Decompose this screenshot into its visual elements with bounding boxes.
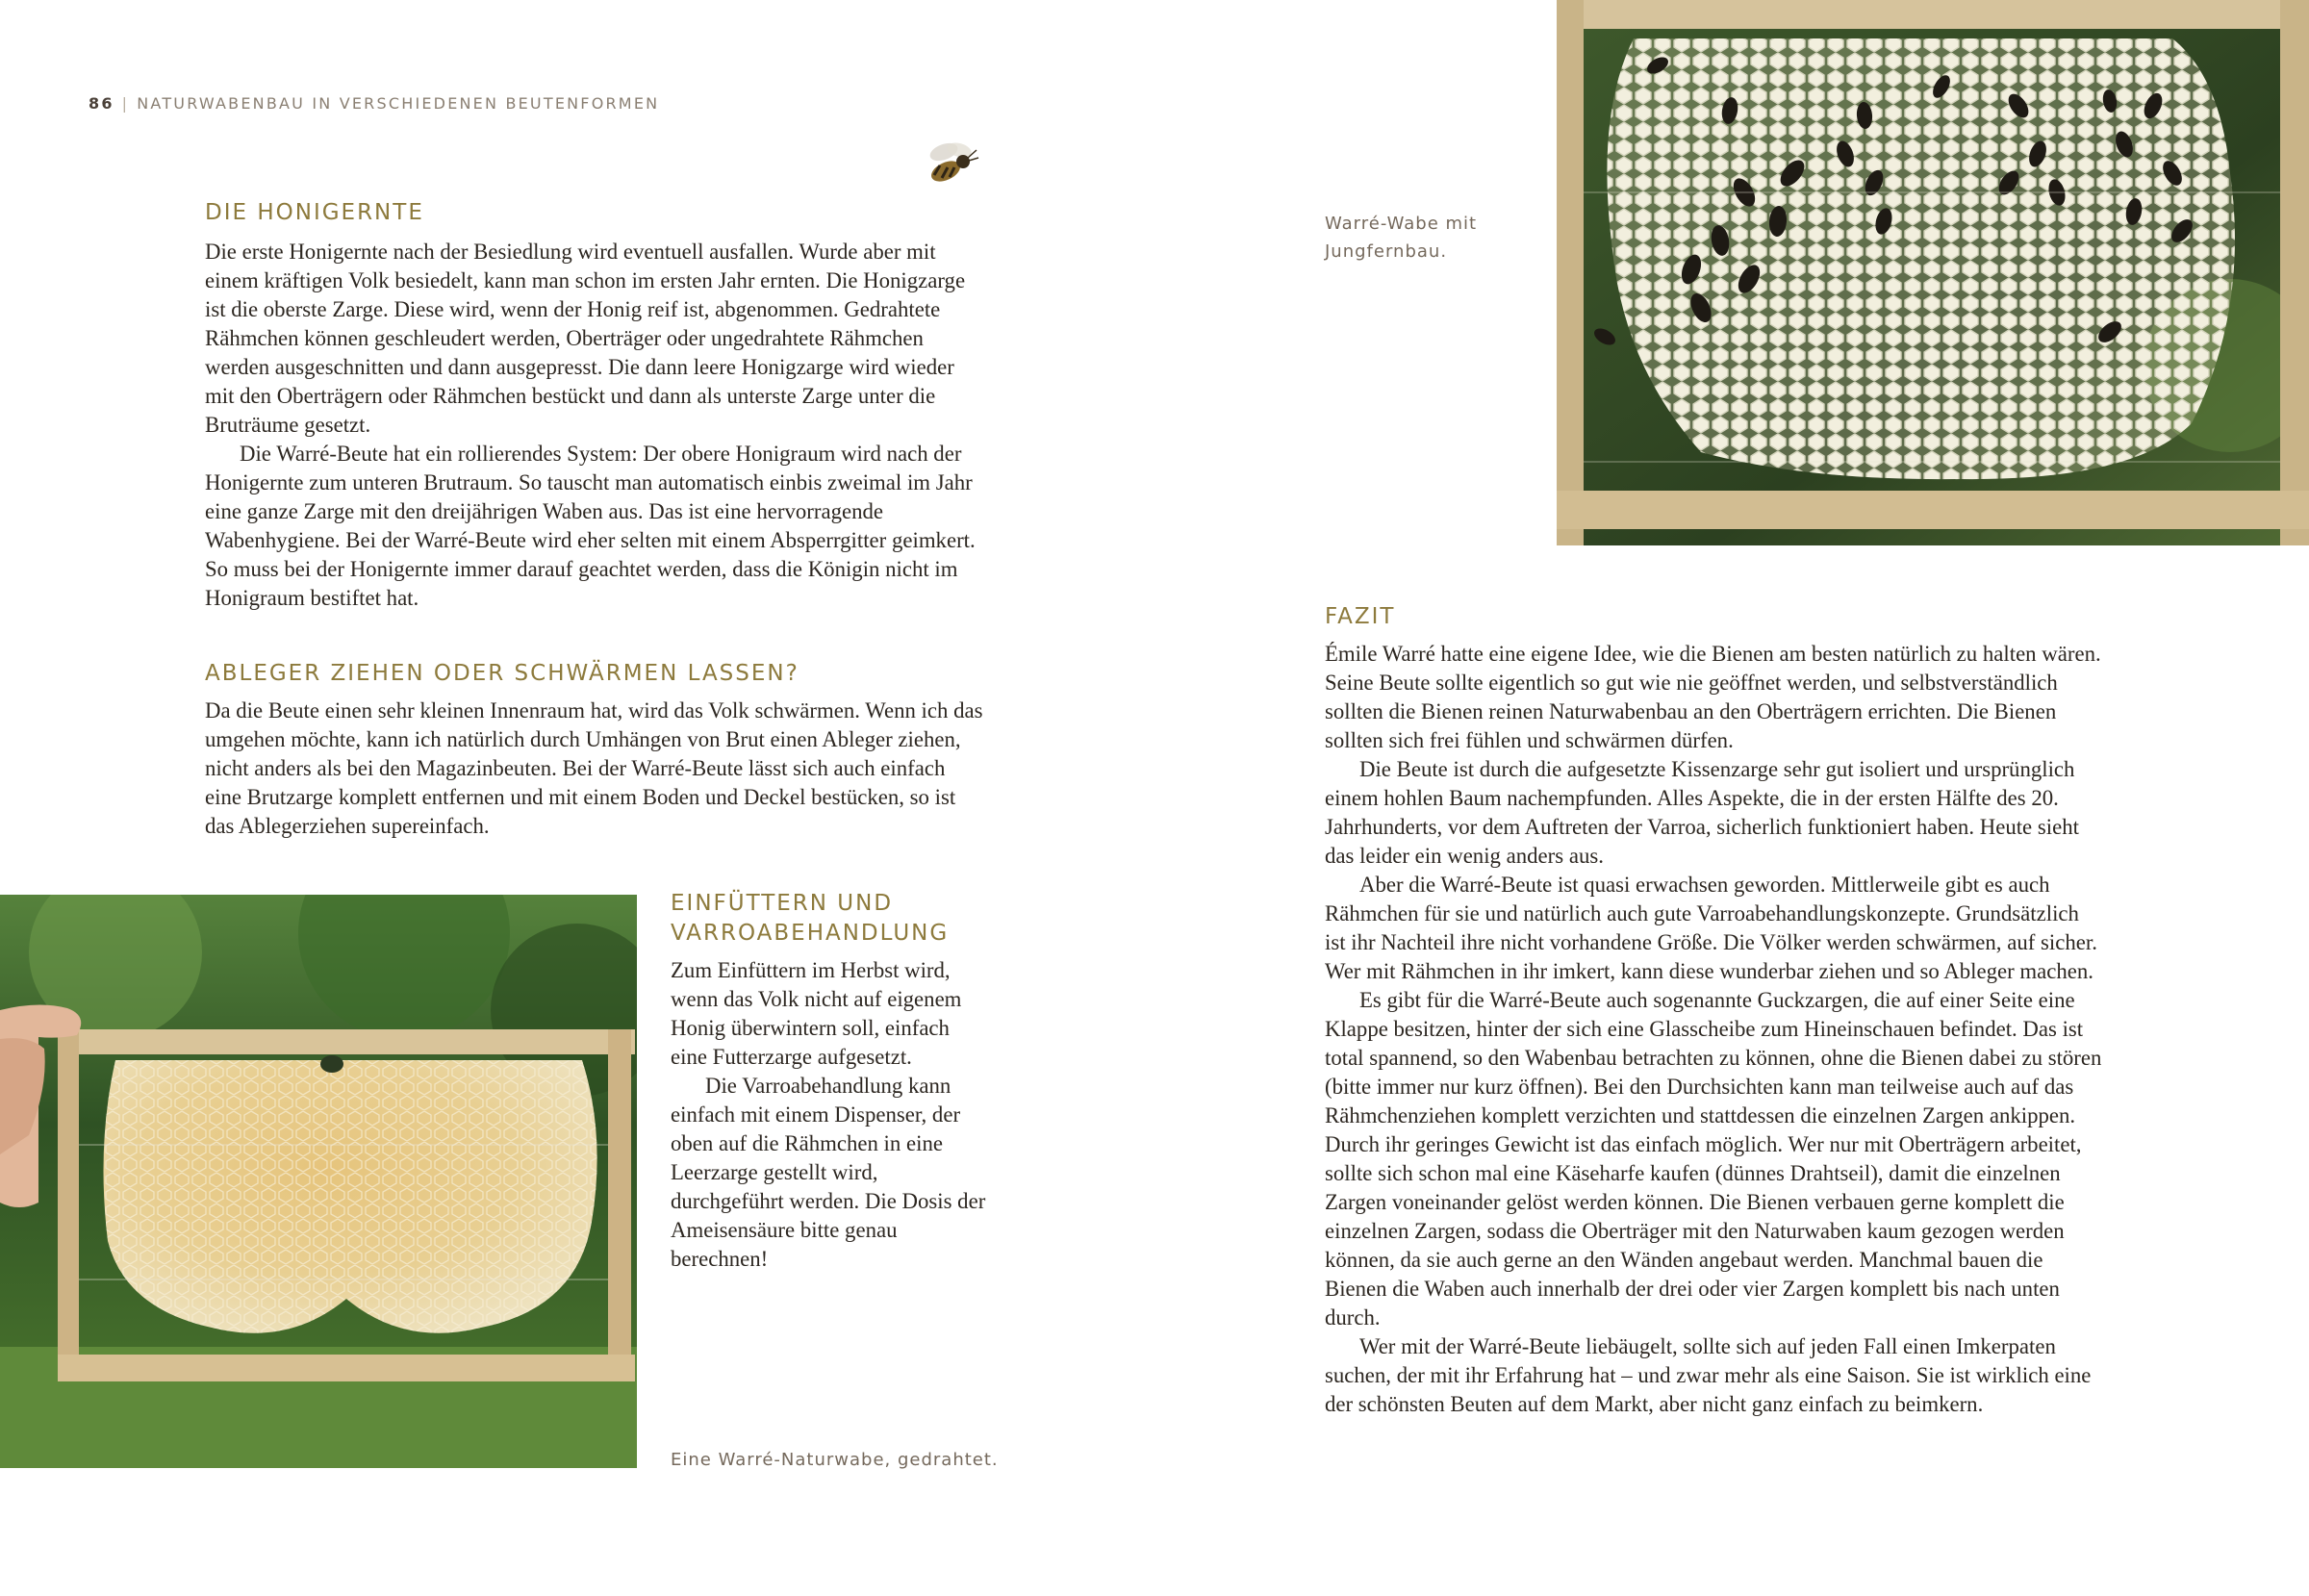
photo-virgin-comb [1557,0,2309,545]
paragraph: Da die Beute einen sehr kleinen Innenraum hat, wird das Volk schwärmen. Wenn ich das umgehen möchte, kann ich natürlich durch Umhängen von Brut einen Ableger ziehen, nicht anders als bei den Magazinbeuten. Bei der Warré-Beute lässt sich auch einfach eine Brutzarge komplett entfernen und mit einem Boden und Deckel bestücken, so ist das Ablegerziehen supereinfach. [205,698,983,838]
paragraph: Die Warré-Beute hat ein rollierendes System: Der obere Honigraum wird nach der Honigernte zum unteren Brutraum. So tauscht man automatisch einbis zweimal im Jahr eine ganze Zarge mit den dreijährigen Waben aus. Das ist eine hervorragende Wabenhygiene. Bei der Warré-Beute wird eher selten mit einem Absperrgitter geimkert. So muss bei der Honigernte immer darauf geachtet werden, dass die Königin nicht im Honigraum bestiftet hat. [205,442,976,610]
paragraph: Wer mit der Warré-Beute liebäugelt, sollte sich auf jeden Fall einen Imkerpaten suchen, der mit ihr Erfahrung hat – und zwar mehr als eine Saison. Sie ist wirklich eine der schönsten Beuten auf dem Markt, aber nicht ganz einfach zu beimkern. [1325,1334,2092,1416]
paragraph: Die erste Honigernte nach der Besiedlung wird eventuell ausfallen. Wurde aber mit einem kräftigen Volk besiedelt, kann man schon im ersten Jahr ernten. Die Honigzarge ist die oberste Zarge. Diese wird, wenn der Honig reif ist, abgenommen. Gedrahtete Rähmchen können geschleudert werden, Oberträger oder ungedrahtete Rähmchen werden ausgeschnitten und dann ausgepresst. Die dann leere Honigzarge wird wieder mit den Oberträgern oder Rähmchen bestückt und dann als unterste Zarge unter die Bruträume gesetzt. [205,240,966,437]
photo-honeycomb-wired [0,895,637,1468]
paragraph: Émile Warré hatte eine eigene Idee, wie die Bienen am besten natürlich zu halten wären. Seine Beute sollte eigentlich so gut wie nie geöffnet werden, und selbstverständlich sollten die Bienen reinen Naturwabenbau an den Oberträgern errichten. Die Bienen sollten sich frei fühlen und schwärmen dürfen. [1325,642,2101,752]
running-head-title: NATURWABENBAU IN VERSCHIEDENEN BEUTENFORMEN [137,94,660,113]
paragraph: Die Varroabehandlung kann einfach mit einem Dispenser, der oben auf die Rähmchen in eine Leerzarge gestellt wird, durchgeführt werden. Die Dosis der Ameisensäure bitte genau berechnen! [671,1074,986,1271]
paragraph: Es gibt für die Warré-Beute auch sogenannte Guckzargen, die auf einer Seite eine Klappe besitzen, hinter der sich eine Glasscheibe zum Hineinschauen befindet. Das ist total spannend, so den Wabenbau betrachten zu können, ohne die Bienen dabei zu stören (bitte immer nur kurz öffnen). Bei den Durchsichten kann man teilweise auch auf das Rähmchenziehen komplett verzichten und stattdessen die einzelnen Zargen ankippen. Durch ihr geringes Gewicht ist das einfach möglich. Wer nur mit Oberträgern arbeitet, sollte sich schon mal eine Käseharfe kaufen (dünnes Drahtseil), damit die einzelnen Zargen voneinander gelöst werden können. Die Bienen verbauen gerne komplett die einzelnen Zargen, sodass die Oberträger mit den Naturwaben kaum gezogen werden können, da sie auch gerne an den Wänden angebaut werden. Manchmal bauen die Bienen die Waben auch innerhalb der drei oder vier Zargen komplett bis nach unten durch. [1325,988,2102,1330]
text-einfuettern [671,956,988,1274]
text-fazit [1325,640,2104,1419]
page-number-left: 86 [89,94,114,113]
paragraph: Aber die Warré-Beute ist quasi erwachsen geworden. Mittlerweile gibt es auch Rähmchen für sie und natürlich auch gute Varroabehandlungskonzepte. Grundsätzlich ist ihr Nachteil ihre nicht vorhandene Größe. Die Völker werden schwärmen, auf sicher. Wer mit Rähmchen in ihr imkert, kann diese wunderbar ziehen und so Ableger machen. [1325,873,2097,983]
caption-line: Jungfernbau. [1325,241,1448,262]
section-title-line: VARROABEHANDLUNG [671,921,950,946]
section-title-einfuettern [671,889,949,949]
section-title-honigernte: DIE HONIGERNTE [205,200,424,225]
caption-line: Warré-Wabe mit [1325,214,1478,234]
section-title-fazit: FAZIT [1325,604,1396,629]
section-title-line: EINFÜTTERN UND [671,891,894,916]
running-head-left: 86 | NATURWABENBAU IN VERSCHIEDENEN BEUTENFORMEN [89,94,660,113]
photo-caption-left: Eine Warré-Naturwabe, gedrahtet. [671,1450,999,1470]
bee-ornament-icon [917,139,986,192]
paragraph: Zum Einfüttern im Herbst wird, wenn das Volk nicht auf eigenem Honig überwintern soll, einfach eine Futterzarge aufgesetzt. [671,958,962,1069]
photo-caption-right [1325,210,1477,266]
text-honigernte [205,238,984,613]
text-ableger [205,697,984,841]
section-title-ableger: ABLEGER ZIEHEN ODER SCHWÄRMEN LASSEN? [205,661,799,686]
paragraph: Die Beute ist durch die aufgesetzte Kissenzarge sehr gut isoliert und ursprünglich einem hohlen Baum nachempfunden. Alles Aspekte, die in der ersten Hälfte des 20. Jahrhunderts, vor dem Auftreten der Varroa, sicherlich funktioniert haben. Heute sieht das leider ein wenig anders aus. [1325,757,2079,868]
